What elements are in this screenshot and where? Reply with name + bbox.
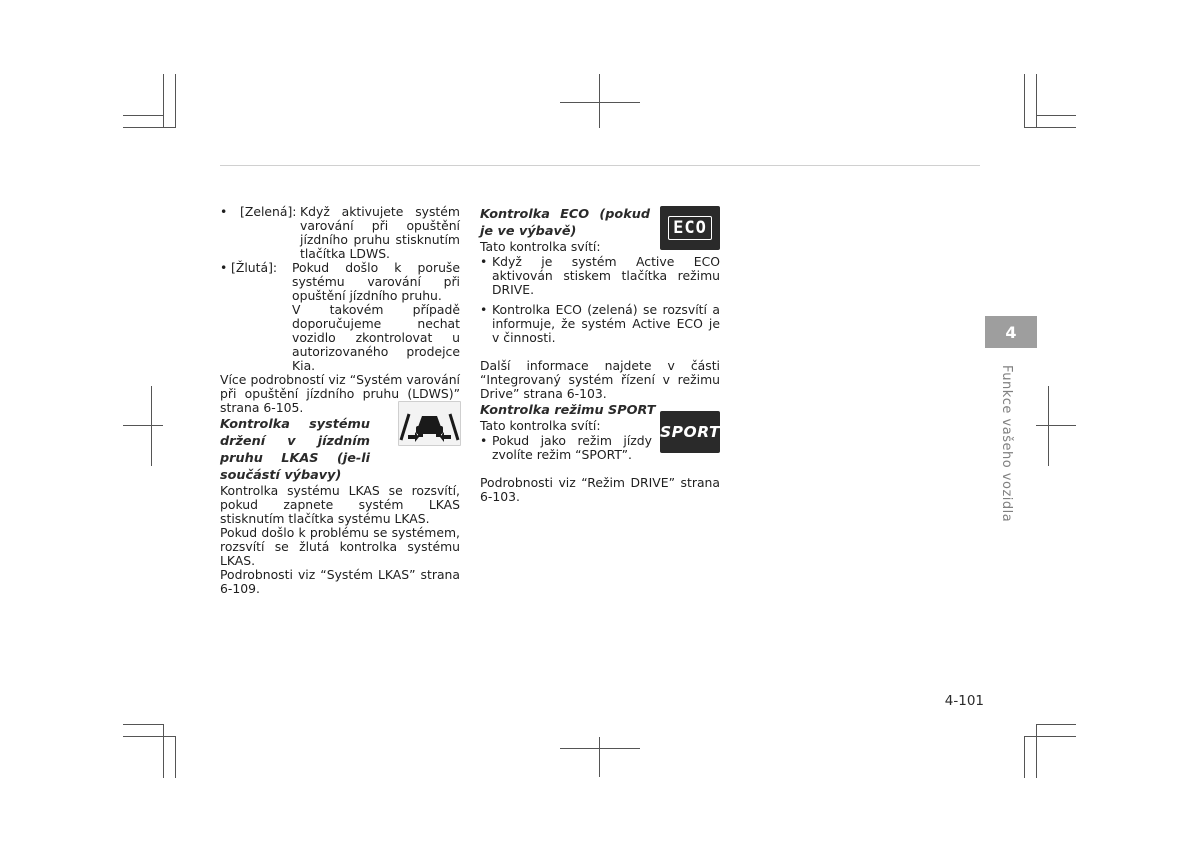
sport-subheading: Tato kontrolka svítí: xyxy=(480,418,601,433)
page-number: 4-101 xyxy=(944,693,984,709)
item-text: Pokud došlo k poruše systému varování při opuštění jízdního pruhu. xyxy=(292,260,460,303)
bullet-glyph: • xyxy=(480,302,488,317)
sport-list xyxy=(480,434,652,462)
list-item xyxy=(220,205,460,261)
chapter-title-text: Funkce vašeho vozidla xyxy=(999,365,1014,523)
sport-indicator-icon xyxy=(660,411,720,453)
bullet-glyph: • xyxy=(480,254,488,269)
item-text: Když je systém Active ECO aktivován stiskem tlačítka režimu DRIVE. xyxy=(492,254,720,297)
item-text-extra: V takovém případě doporučujeme nechat vozidlo zkontrolovat u autorizovaného prodejce Kia. xyxy=(292,302,460,373)
item-text: Když aktivujete systém varování při opuštění jízdního pruhu stisknutím tlačítka LDWS. xyxy=(300,204,460,261)
eco-indicator-icon xyxy=(660,206,720,250)
sport-more-info: Podrobnosti viz “Režim DRIVE” strana 6-103. xyxy=(480,475,720,504)
item-label: [Zelená]: xyxy=(240,204,297,219)
header-rule xyxy=(220,165,980,166)
lkas-paragraph: Kontrolka systému LKAS se rozsvítí, pokud zapnete systém LKAS stisknutím tlačítka systému LKAS. xyxy=(220,483,460,526)
bullet: • xyxy=(220,204,228,219)
lkas-paragraph: Podrobnosti viz “Systém LKAS” strana 6-109. xyxy=(220,567,460,596)
eco-icon-label: ECO xyxy=(668,216,712,240)
sport-icon-label: SPORT xyxy=(660,423,721,441)
item-label: [Žlutá]: xyxy=(231,260,278,275)
item-text: Pokud jako režim jízdy zvolíte režim “SPORT”. xyxy=(492,433,652,462)
chapter-title xyxy=(999,365,1016,523)
list-item xyxy=(220,261,460,373)
lkas-indicator-icon xyxy=(398,401,461,446)
eco-heading: Kontrolka ECO (pokud je ve výbavě) xyxy=(480,207,650,239)
item-text: Kontrolka ECO (zelená) se rozsvítí a informuje, že systém Active ECO je v činnosti. xyxy=(492,302,720,345)
ldws-reference: Více podrobností viz “Systém varování při opuštění jízdního pruhu (LDWS)” strana 6-105. xyxy=(220,372,460,415)
eco-more-info: Další informace najdete v části “Integrovaný systém řízení v režimu Drive” strana 6-103. xyxy=(480,358,720,401)
chapter-tab: 4 xyxy=(985,316,1037,348)
bullet: • xyxy=(220,260,228,275)
right-column xyxy=(480,206,720,504)
list-item xyxy=(480,255,720,297)
bullet-glyph: • xyxy=(480,433,488,448)
list-item xyxy=(480,303,720,345)
list-item xyxy=(480,434,652,462)
lkas-paragraph: Pokud došlo k problému se systémem, rozsvítí se žlutá kontrolka systému LKAS. xyxy=(220,525,460,568)
eco-subheading: Tato kontrolka svítí: xyxy=(480,239,601,254)
sport-heading: Kontrolka režimu SPORT xyxy=(480,403,656,418)
eco-list xyxy=(480,255,720,345)
indicator-list xyxy=(220,205,460,373)
lkas-heading: Kontrolka systému držení v jízdním pruhu LKAS (je-li součástí výbavy) xyxy=(220,417,370,483)
